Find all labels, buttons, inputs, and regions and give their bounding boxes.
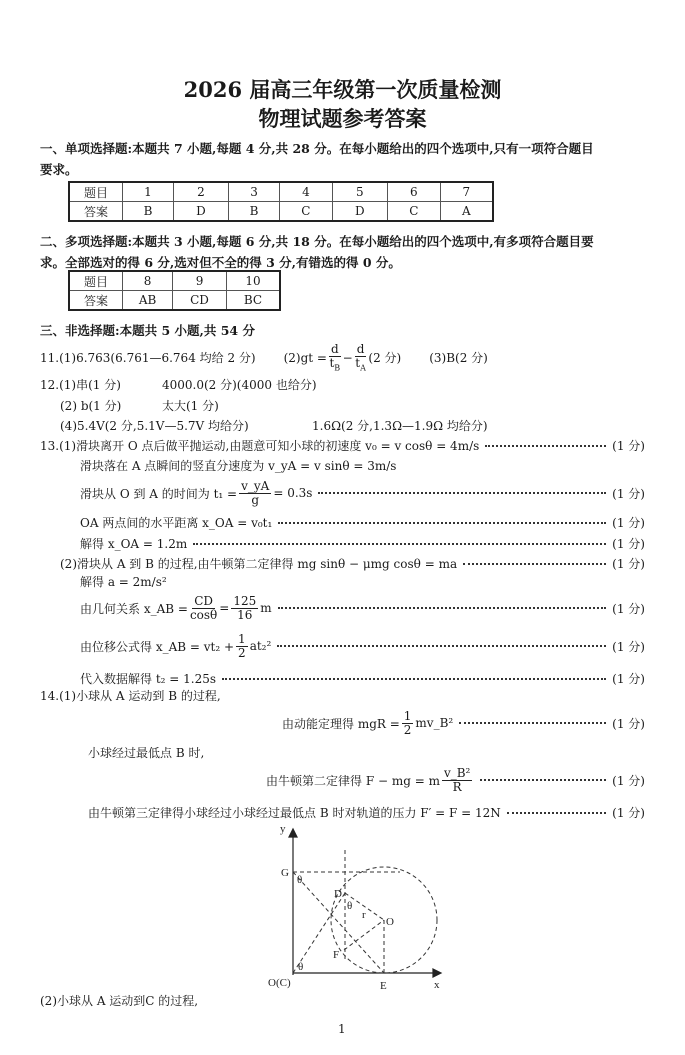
numerator: d xyxy=(330,342,339,356)
numerator: d xyxy=(356,342,365,356)
q13-text: 解得 x_OA = 1.2m xyxy=(80,537,188,551)
section2-heading: 二、多项选择题:本题共 3 小题,每题 6 分,共 18 分。在每小题给出的四个选项中,有多项符合题目要 xyxy=(40,234,594,249)
q14-line: 小球经过最低点 B 时, xyxy=(88,746,205,760)
table-cell: 3 xyxy=(229,182,280,202)
numerator: 1 xyxy=(238,632,246,646)
subscript: A xyxy=(360,362,366,372)
score: (1 分) xyxy=(612,557,645,571)
q14-line: 14.(1)小球从 A 运动到 B 的过程, xyxy=(40,689,221,703)
denominator: cosθ xyxy=(189,607,218,622)
table-cell: CD xyxy=(173,291,227,311)
table-header: 题目 xyxy=(69,271,123,291)
q13-text: = 0.3s xyxy=(273,486,313,501)
q12-l2b: 太大(1 分) xyxy=(162,399,219,413)
denominator: g xyxy=(251,492,260,507)
table-cell: 8 xyxy=(123,271,173,291)
q13-text: 滑块落在 A 点瞬间的竖直分速度为 v_yA = v sinθ = 3m/s xyxy=(80,459,397,473)
section3-heading: 三、非选择题:本题共 5 小题,共 54 分 xyxy=(40,323,255,338)
section2-heading-cont: 求。全部选对的得 6 分,选对但不全的得 3 分,有错选的得 0 分。 xyxy=(40,255,401,270)
angle-theta: θ xyxy=(347,900,353,912)
equals: = xyxy=(219,601,230,616)
numerator: 1 xyxy=(403,709,412,723)
table-cell: BC xyxy=(226,291,280,311)
q11-part2-lhs: (2)gt = xyxy=(283,350,327,365)
q12-l1a: 12.(1)串(1 分) xyxy=(40,378,121,392)
label-f: F xyxy=(333,949,340,961)
q13-text: (2)滑块从 A 到 B 的过程,由牛顿第二定律得 mg sinθ − μmg cosθ = ma xyxy=(60,557,458,571)
q12-l2a: (2) b(1 分) xyxy=(60,399,122,413)
q13-text: 由位移公式得 x_AB = vt₂ + xyxy=(80,639,235,654)
score: (1 分) xyxy=(612,516,645,530)
numerator: 125 xyxy=(233,594,257,608)
table-header: 答案 xyxy=(69,291,123,311)
angle-theta: θ xyxy=(298,961,304,973)
q12-l3a: (4)5.4V(2 分,5.1V—5.7V 均给分) xyxy=(60,419,249,433)
q11-part2-score: (2 分) xyxy=(368,351,402,366)
score: (1 分) xyxy=(612,601,645,616)
denominator: 2 xyxy=(238,645,246,660)
label-x: x xyxy=(434,979,440,991)
axis-arrows xyxy=(289,829,441,977)
denominator: 2 xyxy=(403,722,412,737)
label-o: O xyxy=(386,916,394,928)
table-cell: B xyxy=(229,202,280,222)
q11-part3: (3)B(2 分) xyxy=(429,351,488,366)
page-number: 1 xyxy=(338,1022,346,1036)
q14-text: 由牛顿第三定律得小球经过小球经过最低点 B 时对轨道的压力 F′ = F = 12N xyxy=(88,806,501,820)
table-cell: 1 xyxy=(123,182,174,202)
label-d: D xyxy=(334,888,342,900)
table-cell: AB xyxy=(123,291,173,311)
q13-text: 由几何关系 x_AB = xyxy=(80,601,188,616)
subscript: B xyxy=(334,362,341,372)
table-header: 题目 xyxy=(69,182,123,202)
table-cell: 4 xyxy=(279,182,332,202)
score: (1 分) xyxy=(612,806,645,820)
table-cell: 7 xyxy=(440,182,493,202)
label-y: y xyxy=(280,823,286,835)
q13-text: 代入数据解得 t₂ = 1.25s xyxy=(80,672,217,686)
q12-l3b: 1.6Ω(2 分,1.3Ω—1.9Ω 均给分) xyxy=(312,419,488,433)
q14-text: 由牛顿第二定律得 F − mg = m xyxy=(266,773,440,788)
q13-text: at₂² xyxy=(249,639,272,654)
table-cell: 6 xyxy=(387,182,440,202)
numerator: v_B² xyxy=(443,766,471,780)
label-g: G xyxy=(281,867,289,879)
table-cell: B xyxy=(123,202,174,222)
q13-text: OA 两点间的水平距离 x_OA = v₀t₁ xyxy=(80,516,273,530)
score: (1 分) xyxy=(612,716,645,731)
score: (1 分) xyxy=(612,439,645,453)
table-header: 答案 xyxy=(69,202,123,222)
table-cell: 5 xyxy=(332,182,387,202)
table-cell: 2 xyxy=(173,182,228,202)
section1-heading: 一、单项选择题:本题共 7 小题,每题 4 分,共 28 分。在每小题给出的四个选项中,只有一项符合题目 xyxy=(40,141,594,156)
score: (1 分) xyxy=(612,639,645,654)
q14-text: 由动能定理得 mgR = xyxy=(282,716,400,731)
q14-text: mv_B² xyxy=(415,716,454,731)
label-e: E xyxy=(380,980,387,992)
q12-l1b: 4000.0(2 分)(4000 也给分) xyxy=(162,378,317,392)
table-cell: 10 xyxy=(226,271,280,291)
q14-line: (2)小球从 A 运动到C 的过程, xyxy=(40,994,199,1008)
denominator-var: t xyxy=(355,355,361,370)
numerator: CD xyxy=(194,594,213,608)
table-cell: C xyxy=(387,202,440,222)
table-cell: A xyxy=(440,202,493,222)
q13-text: 解得 a = 2m/s² xyxy=(80,575,167,589)
table-cell: C xyxy=(279,202,332,222)
score: (1 分) xyxy=(612,672,645,686)
numerator: v_yA xyxy=(241,479,270,493)
angle-theta: θ xyxy=(297,874,303,886)
q11-part1: 11.(1)6.763(6.761—6.764 均给 2 分) xyxy=(40,351,256,366)
section1-heading-cont: 要求。 xyxy=(40,162,78,177)
table-cell: 9 xyxy=(173,271,227,291)
score: (1 分) xyxy=(612,773,645,788)
score: (1 分) xyxy=(612,537,645,551)
title-line-1: 2026 届高三年级第一次质量检测 xyxy=(183,77,502,102)
unit: m xyxy=(260,601,272,616)
label-r: r xyxy=(362,909,366,921)
minus-sign: − xyxy=(342,350,353,365)
label-origin: O(C) xyxy=(268,977,291,989)
denominator: 16 xyxy=(237,607,253,622)
denominator: R xyxy=(452,779,462,794)
title-line-2: 物理试题参考答案 xyxy=(258,106,427,131)
q13-text: 滑块从 O 到 A 的时间为 t₁ = xyxy=(80,486,238,501)
denominator-var: t xyxy=(329,355,335,370)
table-cell: D xyxy=(173,202,228,222)
q13-text: 13.(1)滑块离开 O 点后做平抛运动,由题意可知小球的初速度 v₀ = v cosθ = 4m/s xyxy=(40,439,480,453)
score: (1 分) xyxy=(612,486,645,501)
table-cell: D xyxy=(332,202,387,222)
